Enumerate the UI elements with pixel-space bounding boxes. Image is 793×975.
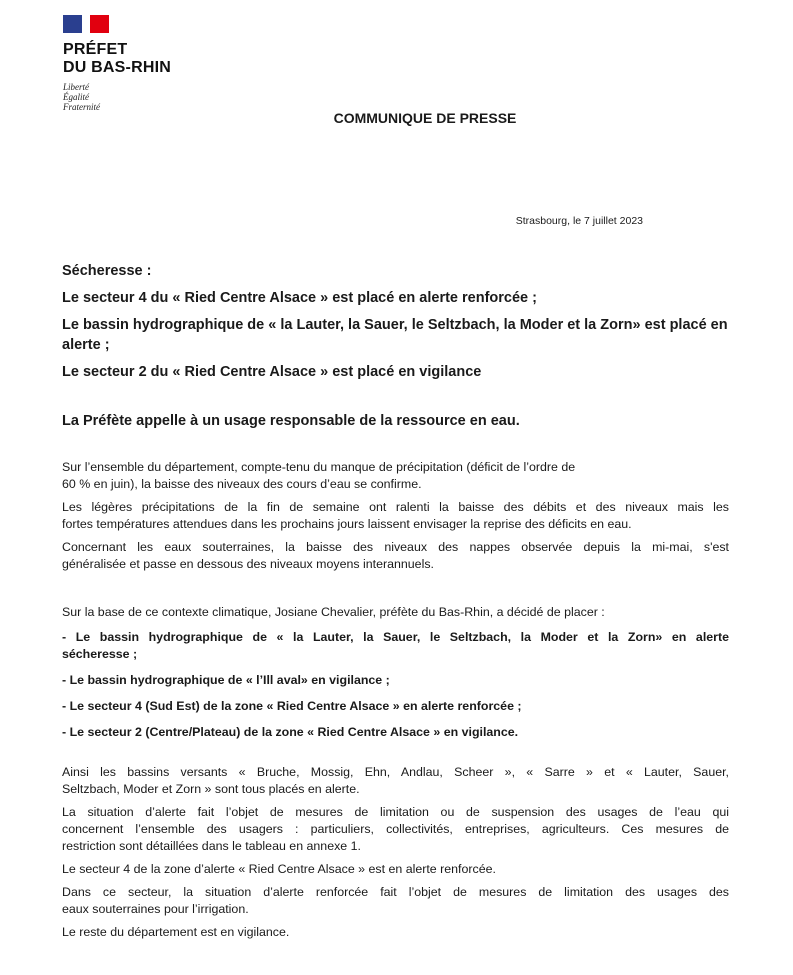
context-section: [62, 459, 729, 579]
paragraph: [62, 764, 729, 798]
paragraph: [62, 539, 729, 573]
paragraph-line: Dans ce secteur, la situation d’alerte renforcée fait l’objet de mesures de limitation des usages des: [62, 885, 729, 899]
paragraph-line: - Le secteur 2 (Centre/Plateau) de la zone « Ried Centre Alsace » en vigilance.: [62, 725, 519, 739]
paragraph-line: fortes températures attendues dans les prochains jours laissent envisager la reprise des déficits en eau.: [62, 517, 632, 531]
paragraph: [62, 698, 729, 715]
paragraph: [62, 884, 729, 918]
paragraph: [62, 924, 729, 941]
paragraph: [62, 629, 729, 663]
paragraph-line: Le secteur 4 de la zone d’alerte « Ried Centre Alsace » est en alerte renforcée.: [62, 862, 496, 876]
appeal-heading: La Préfète appelle à un usage responsable de la ressource en eau.: [62, 413, 520, 429]
headline-block: [62, 261, 742, 389]
paragraph-line: - Le bassin hydrographique de « la Lauter, la Sauer, le Seltzbach, la Moder et la Zorn» en alerte: [62, 630, 729, 644]
paragraph: [62, 672, 729, 689]
headline: Le secteur 4 du « Ried Centre Alsace » est placé en alerte renforcée ;: [62, 290, 537, 306]
motto-egalite: Égalité: [63, 92, 89, 102]
paragraph: [62, 861, 729, 878]
marianne-flag-icon: [63, 15, 109, 33]
paragraph-line: Sur l’ensemble du département, compte-tenu du manque de précipitation (déficit de l’ordre de: [62, 460, 576, 474]
headline: Le secteur 2 du « Ried Centre Alsace » est placé en vigilance: [62, 364, 482, 380]
paragraph: [62, 804, 729, 855]
paragraph-line: Les légères précipitations de la fin de semaine ont ralenti la baisse des débits et des niveaux mais les: [62, 500, 729, 514]
decision-intro: Sur la base de ce contexte climatique, Josiane Chevalier, préfète du Bas-Rhin, a décidé de placer :: [62, 605, 605, 619]
paragraph-line: concernent l’ensemble des usagers : particuliers, collectivités, entreprises, agriculteurs. Ces mesures de: [62, 822, 729, 836]
motto: [63, 82, 171, 112]
document-title: COMMUNIQUE DE PRESSE: [333, 110, 517, 126]
paragraph-line: - Le bassin hydrographique de « l’Ill aval» en vigilance ;: [62, 673, 390, 687]
document-date: Strasbourg, le 7 juillet 2023: [515, 215, 643, 227]
paragraph-line: La situation d’alerte fait l’objet de mesures de limitation ou de suspension des usages de l’eau qui: [62, 805, 729, 819]
motto-liberte: Liberté: [63, 82, 89, 92]
headline: Le bassin hydrographique de « la Lauter, la Sauer, le Seltzbach, la Moder et la Zorn» est placé en alerte ;: [62, 317, 728, 353]
prefecture-logo: [63, 15, 171, 112]
logo-bas-rhin: DU BAS-RHIN: [63, 59, 171, 76]
paragraph-line: - Le secteur 4 (Sud Est) de la zone « Ried Centre Alsace » en alerte renforcée ;: [62, 699, 522, 713]
paragraph-line: 60 % en juin), la baisse des niveaux des cours d’eau se confirme.: [62, 477, 422, 491]
decision-section: [62, 604, 729, 750]
headline: Sécheresse :: [62, 263, 152, 279]
paragraph-line: restriction sont détaillées dans le tableau en annexe 1.: [62, 839, 361, 853]
paragraph: [62, 499, 729, 533]
paragraph-line: Seltzbach, Moder et Zorn » sont tous placés en alerte.: [62, 782, 360, 796]
paragraph-line: Ainsi les bassins versants « Bruche, Mossig, Ehn, Andlau, Scheer », « Sarre » et « Lauter, Sauer,: [62, 765, 729, 779]
paragraph-line: eaux souterraines pour l’irrigation.: [62, 902, 249, 916]
paragraph-line: sécheresse ;: [62, 647, 138, 661]
paragraph: [62, 459, 729, 493]
motto-fraternite: Fraternité: [63, 102, 100, 112]
paragraph-line: Le reste du département est en vigilance.: [62, 925, 290, 939]
paragraph-line: Concernant les eaux souterraines, la baisse des niveaux des nappes observée depuis la mi-mai, s'est: [62, 540, 729, 554]
paragraph: [62, 724, 729, 741]
paragraph-line: généralisée et passe en dessous des niveaux moyens interannuels.: [62, 557, 434, 571]
closing-section: [62, 764, 729, 947]
logo-prefet: PRÉFET: [63, 41, 128, 58]
